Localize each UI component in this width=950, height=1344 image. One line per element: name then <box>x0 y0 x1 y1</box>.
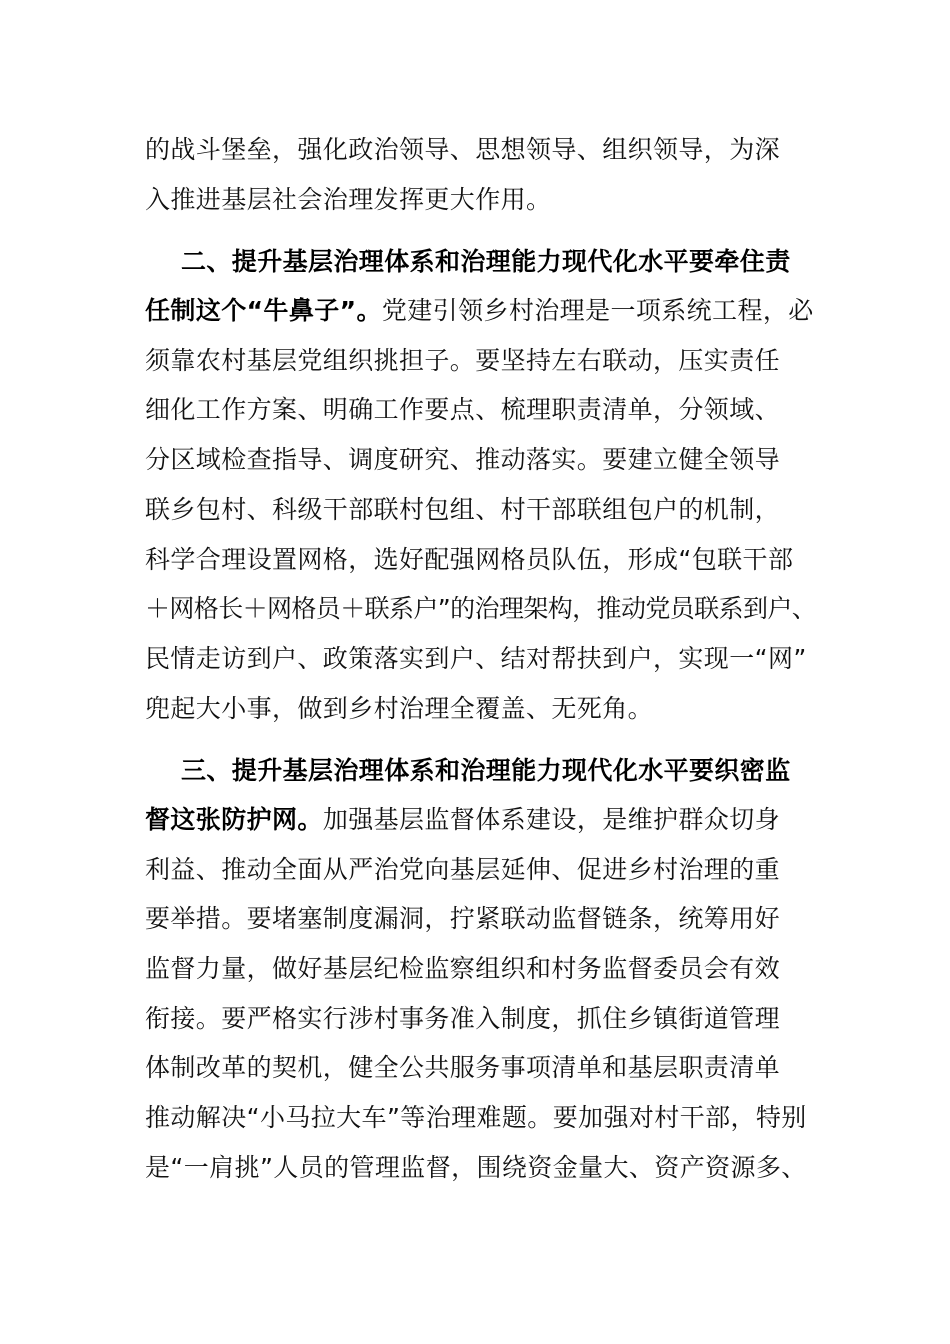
text-line: 的战斗堡垒，强化政治领导、思想领导、组织领导，为深 <box>145 135 781 164</box>
text-line: 科学合理设置网格，选好配强网格员队伍，形成“包联干部 <box>145 545 794 574</box>
heading-text: 任制这个“牛鼻子”。 <box>145 296 382 325</box>
text-line: 推动解决“小马拉大车”等治理难题。要加强对村干部，特别 <box>145 1103 807 1132</box>
section-heading <box>181 751 791 791</box>
text-line <box>145 291 814 331</box>
heading-text: 三、提升基层治理体系和治理能力现代化水平要织密监 <box>181 756 791 785</box>
heading-text: 督这张防护网。 <box>145 805 323 834</box>
text-line: 监督力量，做好基层纪检监察组织和村务监督委员会有效 <box>145 954 781 983</box>
text-line: 是“一肩挑”人员的管理监督，围绕资金量大、资产资源多、 <box>145 1153 807 1182</box>
text-line: 要举措。要堵塞制度漏洞，拧紧联动监督链条，统筹用好 <box>145 904 781 933</box>
heading-text: 二、提升基层治理体系和治理能力现代化水平要牵住责 <box>181 247 791 276</box>
text-line: 民情走访到户、政策落实到户、结对帮扶到户，实现一“网” <box>145 644 807 673</box>
section-heading <box>181 242 791 282</box>
text-line: 联乡包村、科级干部联村包组、村干部联组包户的机制， <box>145 495 781 524</box>
text-line: 分区域检查指导、调度研究、推动落实。要建立健全领导 <box>145 445 781 474</box>
body-text: 加强基层监督体系建设，是维护群众切身 <box>322 805 781 834</box>
text-line: 须靠农村基层党组织挑担子。要坚持左右联动，压实责任 <box>145 346 781 375</box>
text-line: 利益、推动全面从严治党向基层延伸、促进乡村治理的重 <box>145 855 781 884</box>
text-line: 入推进基层社会治理发挥更大作用。 <box>145 185 552 214</box>
text-line: 兜起大小事，做到乡村治理全覆盖、无死角。 <box>145 694 654 723</box>
text-line: ＋网格长＋网格员＋联系户”的治理架构，推动党员联系到户、 <box>145 594 817 623</box>
text-line <box>145 800 780 840</box>
text-line: 细化工作方案、明确工作要点、梳理职责清单，分领域、 <box>145 395 781 424</box>
text-line: 体制改革的契机，健全公共服务事项清单和基层职责清单 <box>145 1053 781 1082</box>
body-text: 党建引领乡村治理是一项系统工程，必 <box>381 296 814 325</box>
text-line: 衔接。要严格实行涉村事务准入制度，抓住乡镇街道管理 <box>145 1004 781 1033</box>
